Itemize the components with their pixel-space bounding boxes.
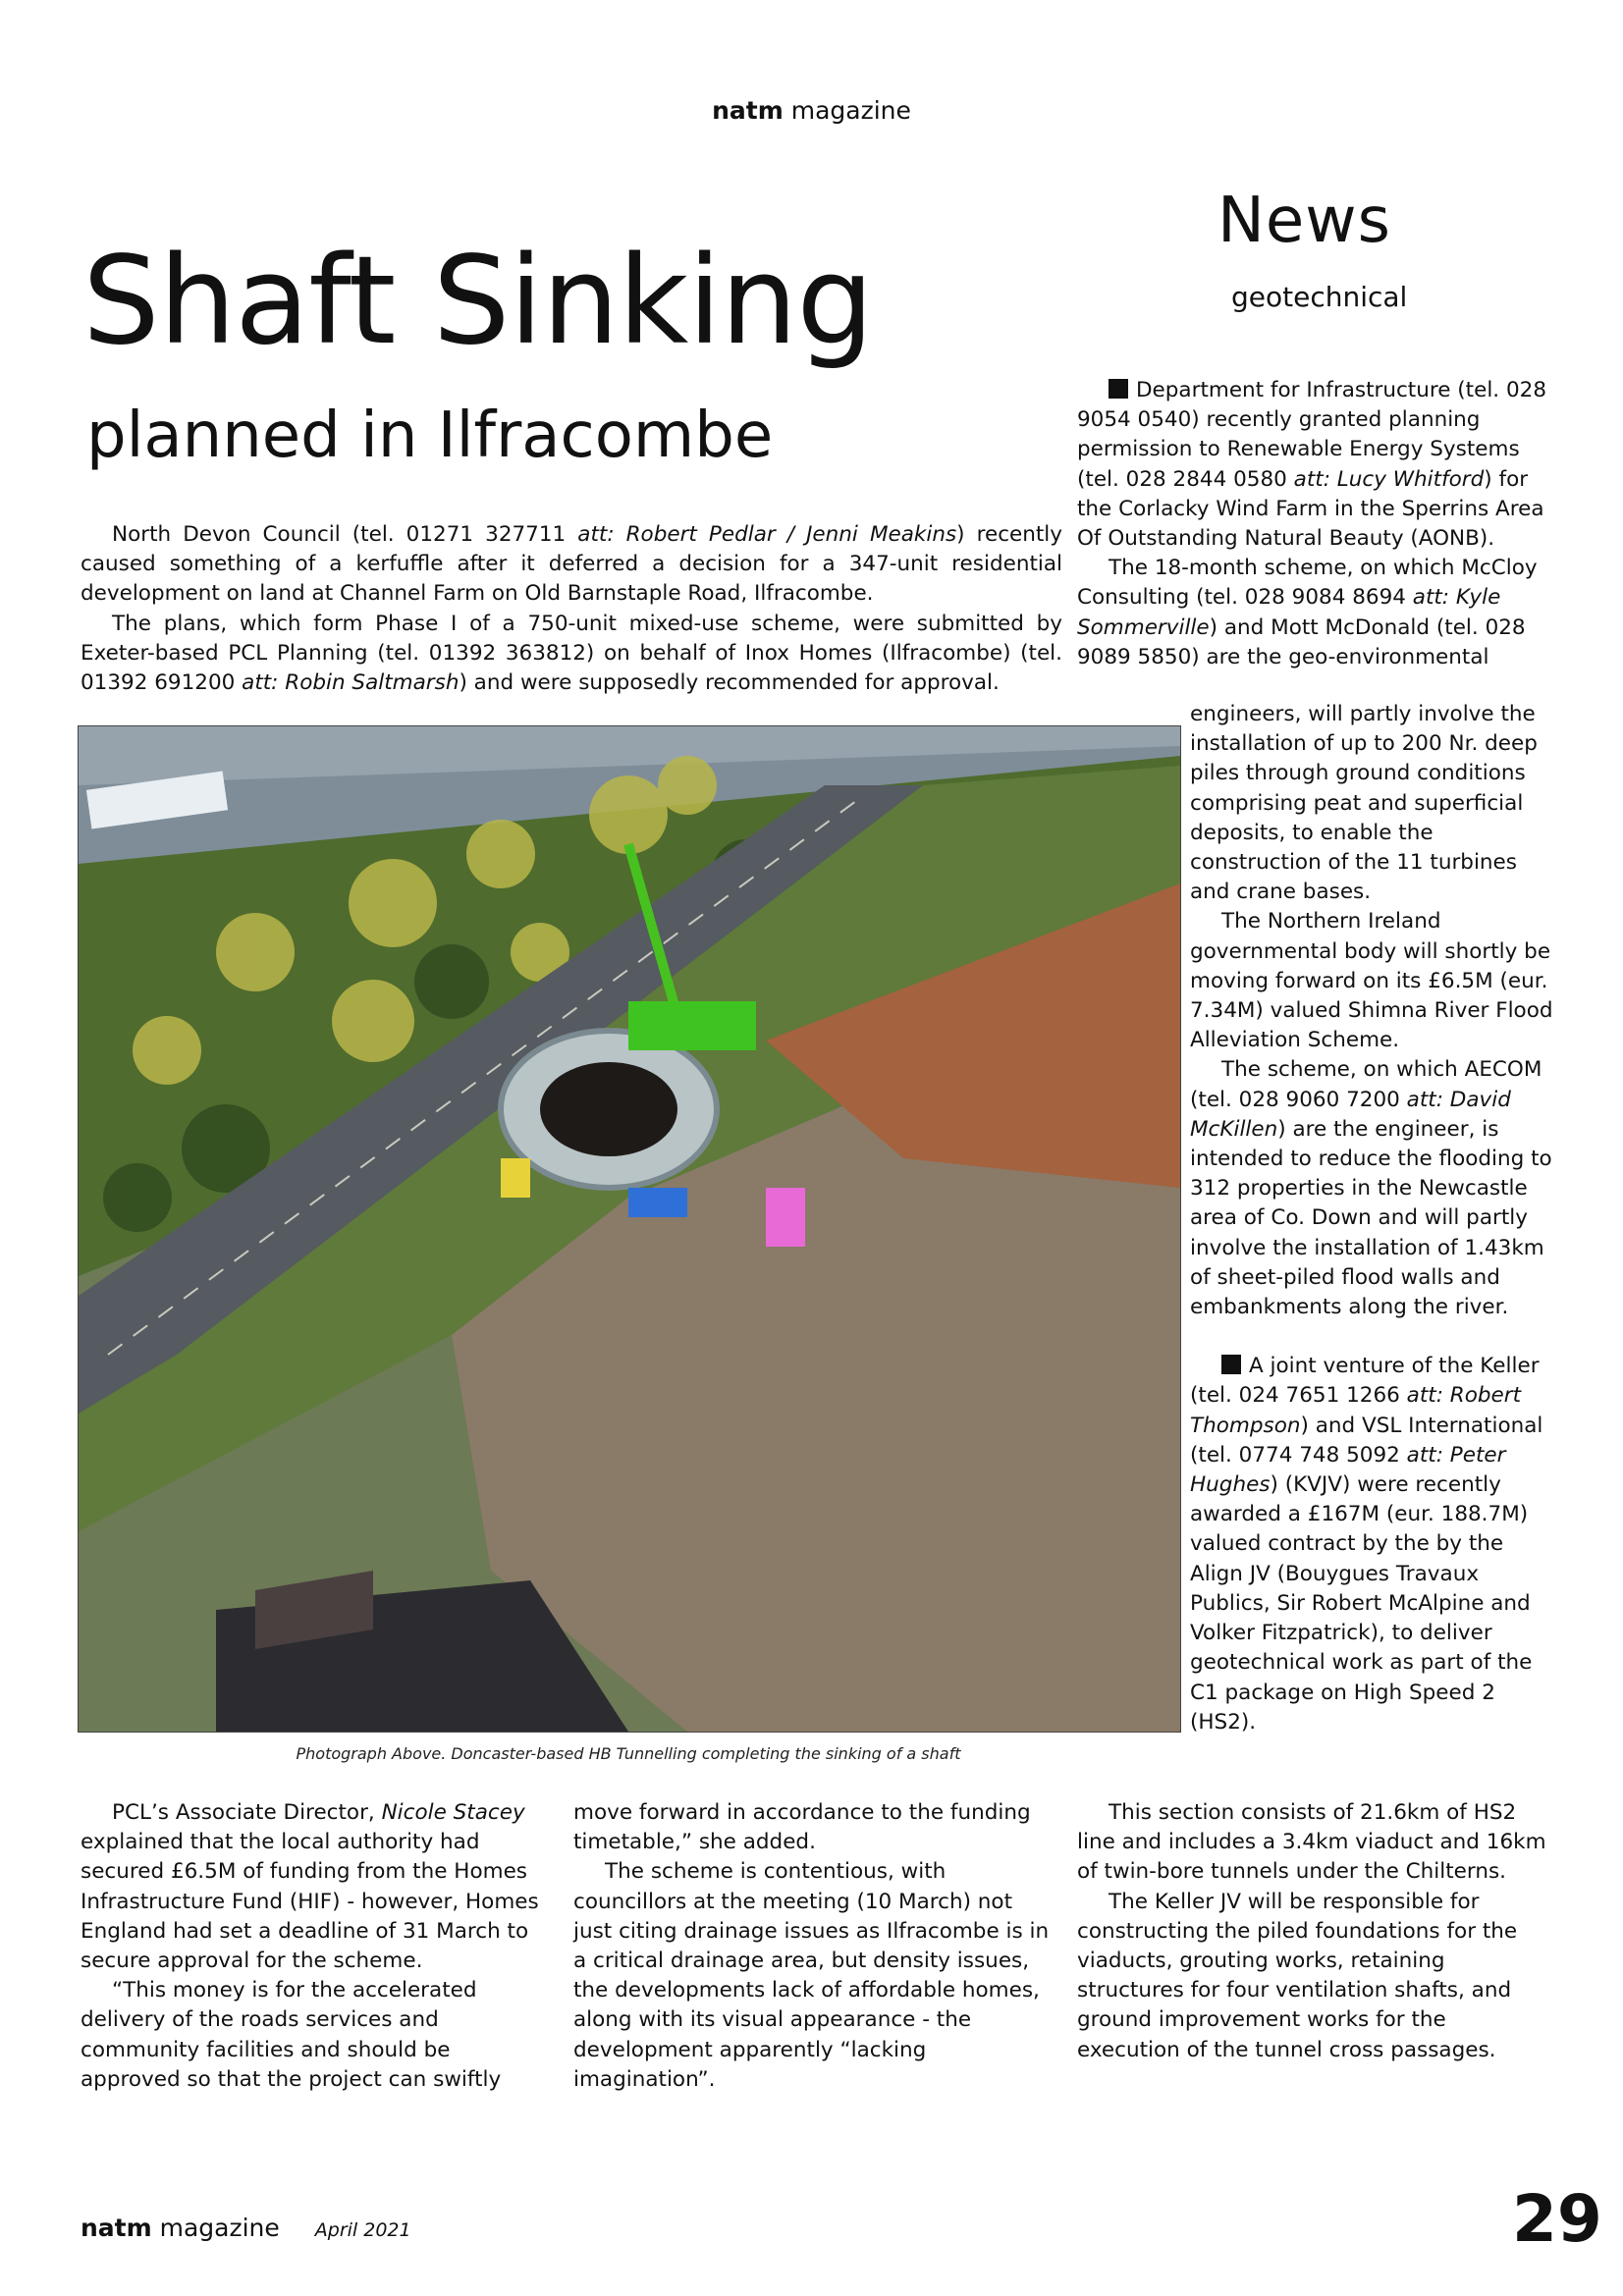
square-bullet-icon [1109, 379, 1128, 399]
footer-brand [81, 2214, 411, 2242]
brand-bold: natm [712, 96, 784, 125]
news-item-1-paragraph-3: The Northern Ireland governmental body will shortly be moving forward on its £6.5M (eur. 7.34M) valued Shimna River Flood Alleviation Scheme. [1190, 909, 1553, 1053]
article-column-2 [573, 1798, 1055, 2095]
footer-brand-rest: magazine [151, 2214, 280, 2242]
article-title: Shaft Sinking [82, 231, 874, 372]
col1-paragraph-2: “This money is for the accelerated delivery of the roads services and community facilities and should be approved so that the project can swiftly [81, 1978, 502, 2092]
news-item-1-paragraph-1: Department for Infrastructure (tel. 028 9054 0540) recently granted planning permission to Renewable Energy Systems (tel. 028 2844 0580 att: Lucy Whitford) for the Corlacky Wind Farm in the Sperrins Area Of Outstanding Natural Beauty (AONB). [1077, 378, 1547, 552]
shaft-site-aerial-photo [78, 725, 1181, 1733]
square-bullet-icon [1221, 1355, 1241, 1374]
intro-paragraph-2: The plans, which form Phase I of a 750-unit mixed-use scheme, were submitted by Exeter-based PCL Planning (tel. 01392 363812) on behalf of Inox Homes (Ilfracombe) (tel. 01392 691200 att: Robin Saltmarsh) and were supposedly recommended for approval. [81, 611, 1062, 696]
news-item-2-paragraph-1: A joint venture of the Keller (tel. 024 7651 1266 att: Robert Thompson) and VSL International (tel. 0774 748 5092 att: Peter Hughes) (KVJV) were recently awarded a £167M (eur. 188.7M) valued contract by the by the Align JV (Bouygues Travaux Publics, Sir Robert McAlpine and Volker Fitzpatrick), to deliver geotechnical work as part of the C1 package on High Speed 2 (HS2). [1190, 1354, 1543, 1735]
article-subtitle: planned in Ilfracombe [86, 400, 774, 472]
news-item-2-paragraph-3: The Keller JV will be responsible for constructing the piled foundations for the viaducts, grouting works, retaining structures for four ventilation shafts, and ground improvement works for the execution of the tunnel cross passages. [1077, 1889, 1518, 2062]
news-item-2-bottom [1077, 1798, 1553, 2065]
col2-paragraph-2: The scheme is contentious, with councillors at the meeting (10 March) not just citing drainage issues as Ilfracombe is in a critical drainage area, but density issues, the developments lack of affordable homes, along with its visual appearance - the development apparently “lacking imagination”. [573, 1859, 1050, 2092]
news-item-1-continued [1190, 700, 1553, 1737]
photo-caption: Photograph Above. Doncaster-based HB Tunnelling completing the sinking of a shaft [296, 1744, 961, 1763]
col1-paragraph-1: PCL’s Associate Director, Nicole Stacey explained that the local authority had secured £6.5M of funding from the Homes Infrastructure Fund (HIF) - however, Homes England had set a deadline of 31 March to secure approval for the scheme. [81, 1800, 539, 1974]
running-header [0, 96, 1623, 125]
page-number: 29 [1512, 2181, 1602, 2257]
footer-brand-bold: natm [81, 2214, 152, 2242]
intro-paragraph-1: North Devon Council (tel. 01271 327711 att: Robert Pedlar / Jenni Meakins) recently caused something of a kerfuffle after it deferred a decision for a 347-unit residential development on land at Channel Farm on Old Barnstaple Road, Ilfracombe. [81, 522, 1062, 607]
news-item-1-paragraph-2: The 18-month scheme, on which McCloy Consulting (tel. 028 9084 8694 att: Kyle Sommerville) and Mott McDonald (tel. 028 9089 5850) are the geo-environmental [1077, 556, 1538, 669]
brand-rest: magazine [783, 96, 911, 125]
photo-illustration [79, 726, 1180, 1732]
section-label: News [1217, 185, 1391, 257]
news-item-1-paragraph-4: The scheme, on which AECOM (tel. 028 9060 7200 att: David McKillen) are the engineer, is intended to reduce the flooding to 312 properties in the Newcastle area of Co. Down and will partly involve the installation of 1.43km of sheet-piled flood walls and embankments along the river. [1190, 1057, 1552, 1320]
news-item-2-paragraph-2: This section consists of 21.6km of HS2 line and includes a 3.4km viaduct and 16km of twin-bore tunnels under the Chilterns. [1077, 1800, 1546, 1885]
article-column-1 [81, 1798, 550, 2095]
news-item-1-top [1077, 376, 1546, 672]
col2-paragraph-1: move forward in accordance to the funding timetable,” she added. [573, 1800, 1031, 1855]
article-intro [81, 520, 1062, 698]
issue-date: April 2021 [314, 2219, 411, 2241]
section-sublabel: geotechnical [1231, 281, 1408, 313]
news-item-1-paragraph-2-continued: engineers, will partly involve the installation of up to 200 Nr. deep piles through ground conditions comprising peat and superficial deposits, to enable the construction of the 11 turbines and crane bases. [1190, 702, 1538, 905]
